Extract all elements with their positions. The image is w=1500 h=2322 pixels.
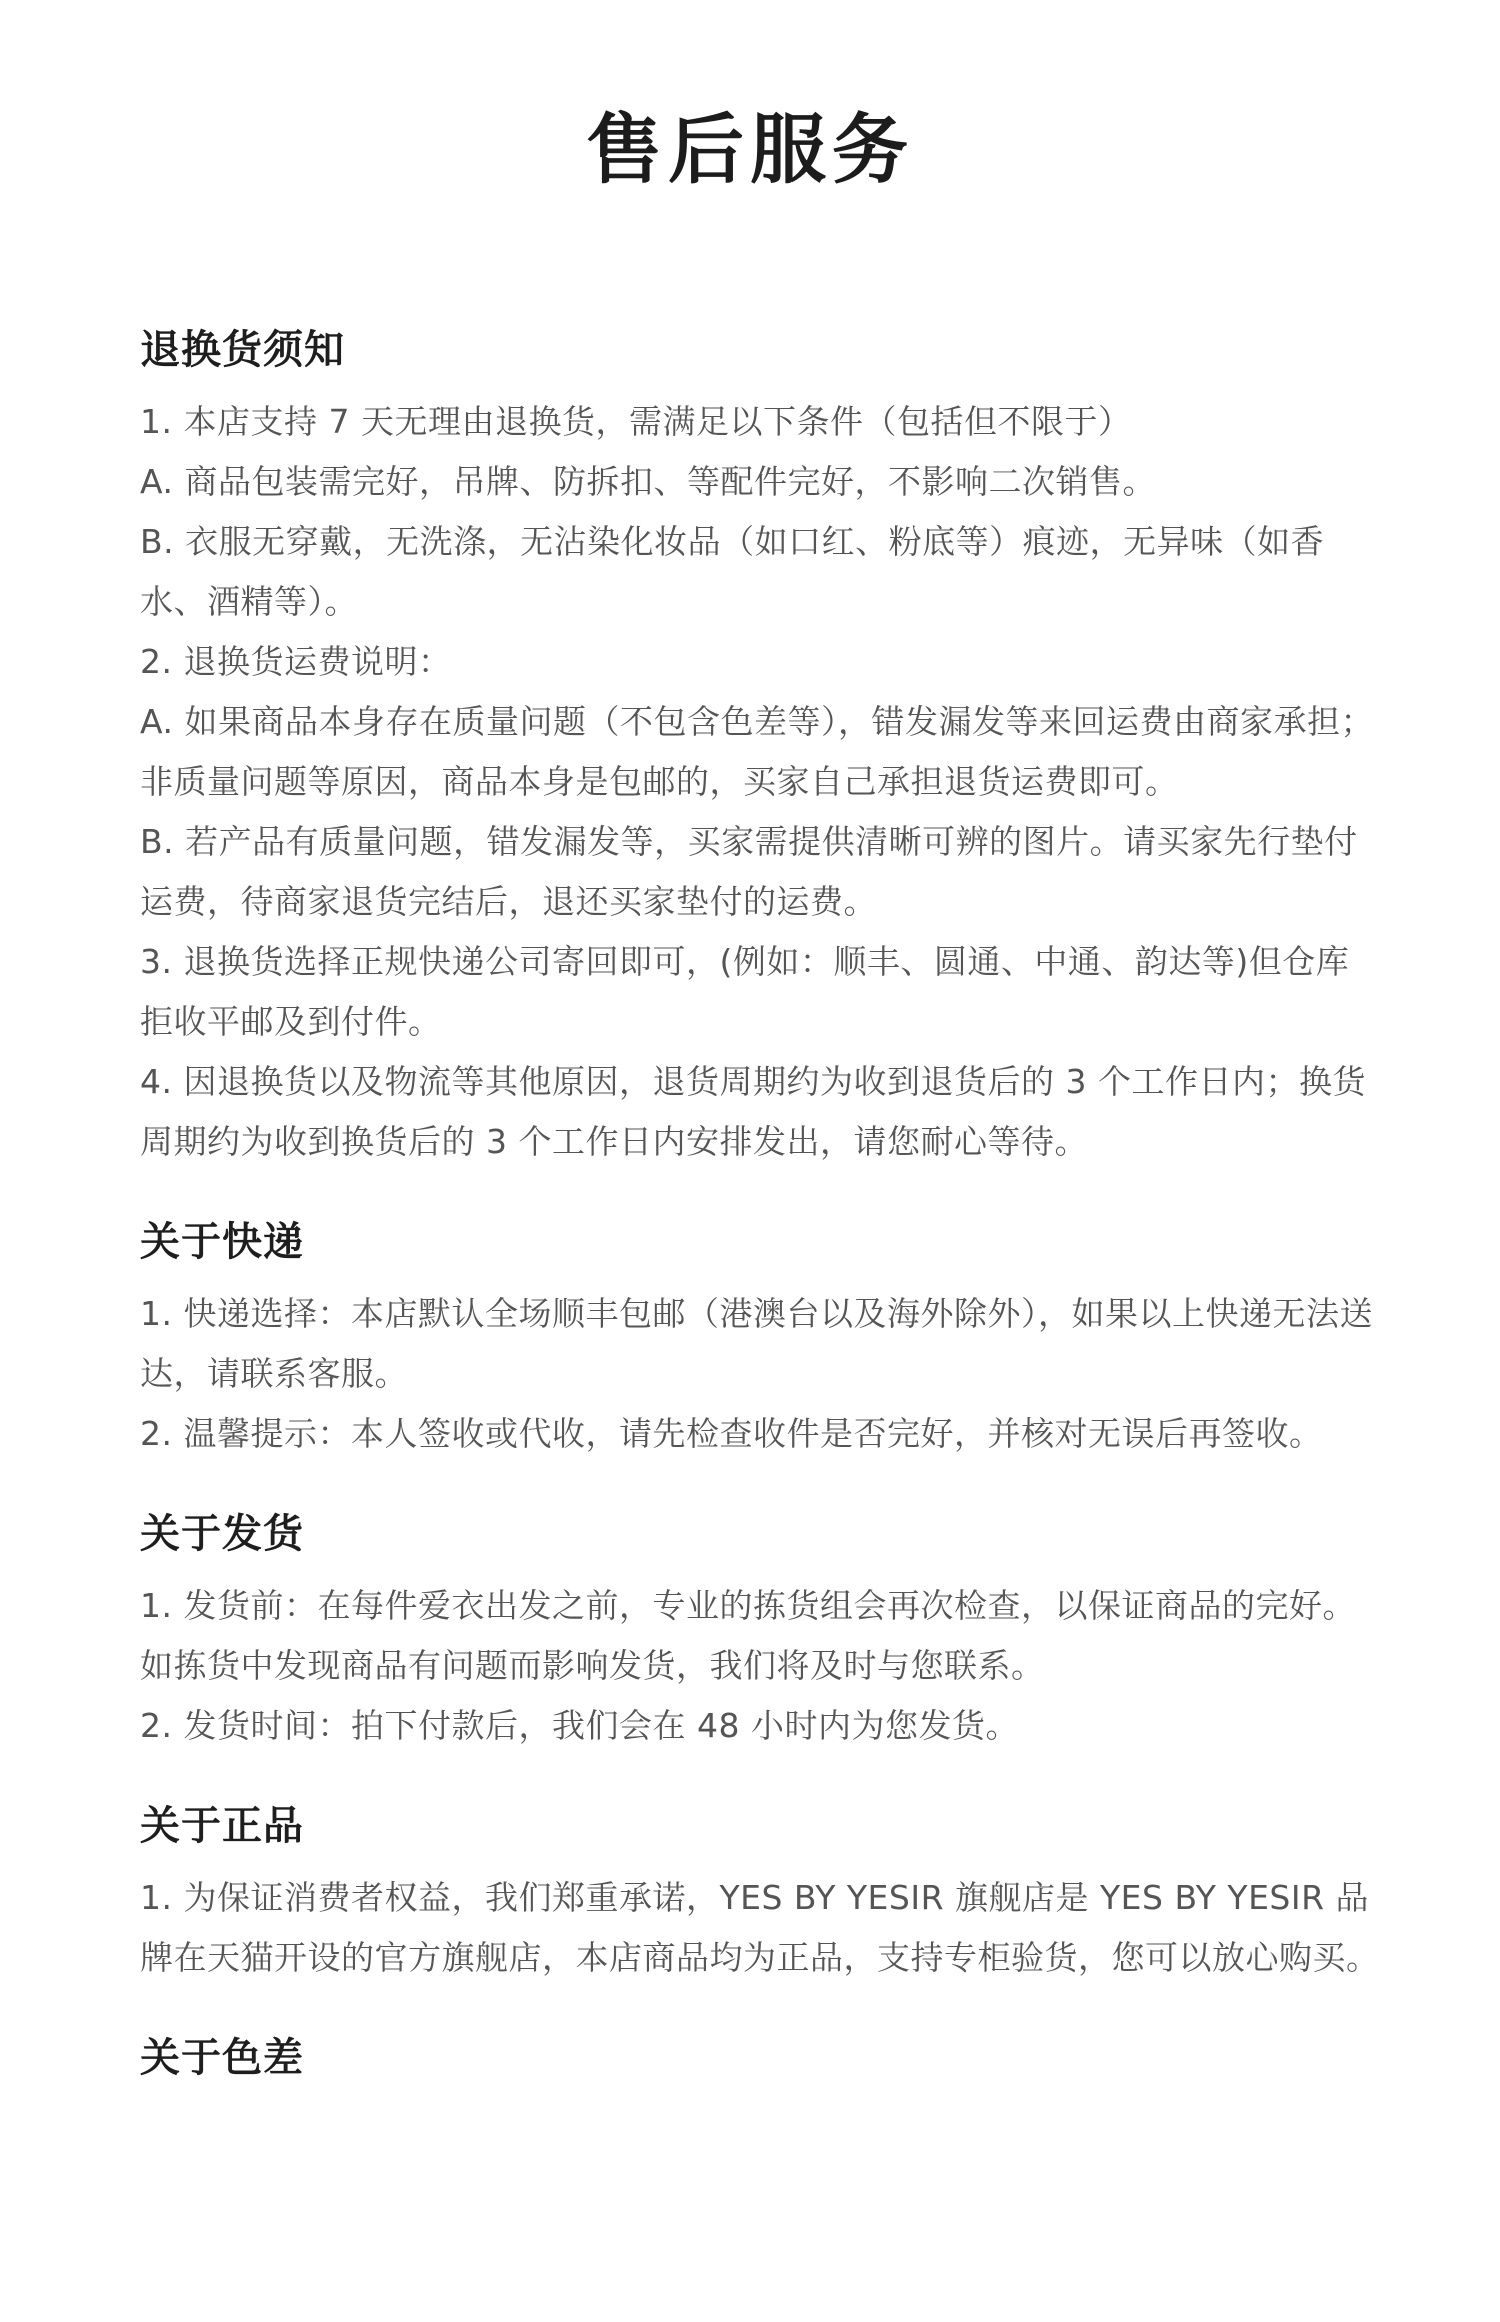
section-shipping: [140, 1504, 1380, 1756]
section-authenticity: [140, 1796, 1380, 1988]
paragraph: B. 衣服无穿戴，无洗涤，无沾染化妆品（如口红、粉底等）痕迹，无异味（如香水、酒精等）。: [140, 522, 1325, 621]
section-heading: 退换货须知: [140, 327, 345, 373]
paragraph: 1. 本店支持 7 天无理由退换货，需满足以下条件（包括但不限于）: [140, 402, 1132, 441]
paragraph: 1. 为保证消费者权益，我们郑重承诺，YES BY YESIR 旗舰店是 YES BY YESIR 品牌在天猫开设的官方旗舰店，本店商品均为正品，支持专柜验货，您可以放心购买。: [140, 1878, 1380, 1977]
section-returns: [140, 320, 1380, 1172]
paragraph: 3. 退换货选择正规快递公司寄回即可，(例如：顺丰、圆通、中通、韵达等)但仓库拒收平邮及到付件。: [140, 942, 1350, 1041]
section-heading: 关于正品: [140, 1803, 304, 1849]
paragraph: A. 如果商品本身存在质量问题（不包含色差等），错发漏发等来回运费由商家承担；非质量问题等原因，商品本身是包邮的，买家自己承担退货运费即可。: [140, 702, 1374, 801]
section-delivery: [140, 1212, 1380, 1464]
section-color-difference: [140, 2028, 1380, 2088]
section-heading: 关于发货: [140, 1511, 304, 1557]
paragraph: 4. 因退换货以及物流等其他原因，退货周期约为收到退货后的 3 个工作日内；换货周期约为收到换货后的 3 个工作日内安排发出，请您耐心等待。: [140, 1062, 1366, 1161]
section-heading: 关于色差: [140, 2035, 304, 2081]
paragraph: A. 商品包装需完好，吊牌、防拆扣、等配件完好，不影响二次销售。: [140, 462, 1156, 501]
section-heading: 关于快递: [140, 1219, 304, 1265]
paragraph: 2. 温馨提示：本人签收或代收，请先检查收件是否完好，并核对无误后再签收。: [140, 1414, 1323, 1453]
content-body: [140, 320, 1380, 2128]
paragraph: 1. 快递选择：本店默认全场顺丰包邮（港澳台以及海外除外），如果以上快递无法送达，请联系客服。: [140, 1294, 1373, 1393]
paragraph: B. 若产品有质量问题，错发漏发等，买家需提供清晰可辨的图片。请买家先行垫付运费，待商家退货完结后，退还买家垫付的运费。: [140, 822, 1358, 921]
page-title: 售后服务: [586, 105, 914, 194]
paragraph: 2. 发货时间：拍下付款后，我们会在 48 小时内为您发货。: [140, 1706, 1019, 1745]
paragraph: 2. 退换货运费说明：: [140, 642, 452, 681]
paragraph: 1. 发货前：在每件爱衣出发之前，专业的拣货组会再次检查，以保证商品的完好。如拣货中发现商品有问题而影响发货，我们将及时与您联系。: [140, 1586, 1356, 1685]
